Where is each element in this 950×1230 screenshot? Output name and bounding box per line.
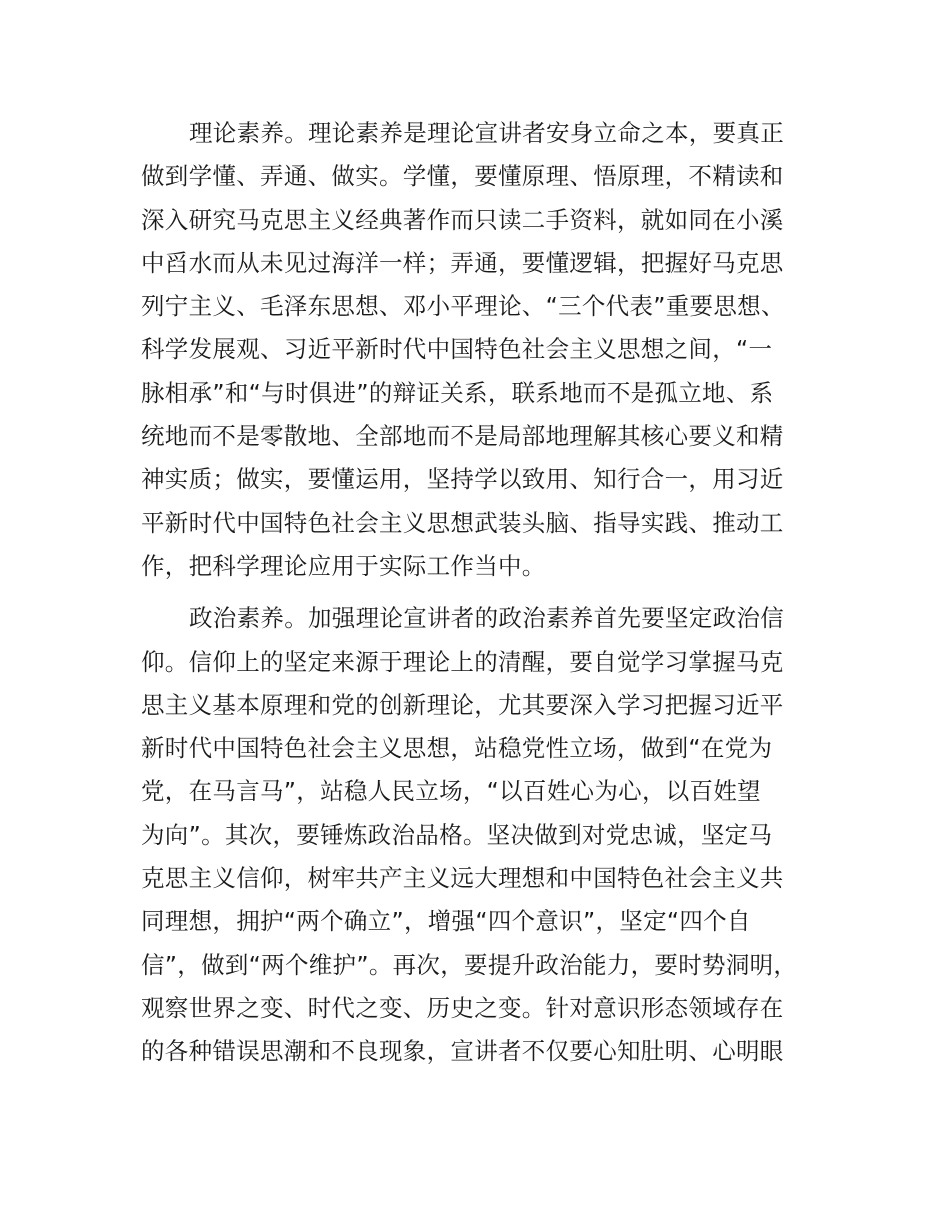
text-line: 为向”。其次，要锤炼政治品格。坚决做到对党忠诚，坚定马 — [141, 820, 773, 849]
text-line: 克思主义信仰，树牢共产主义远大理想和中国特色社会主义共 — [141, 864, 784, 893]
text-line: 政治素养。加强理论宣讲者的政治素养首先要坚定政治信 — [189, 604, 784, 633]
text-line: 理论素养。理论素养是理论宣讲者安身立命之本，要真正 — [189, 119, 784, 147]
document-body — [141, 112, 831, 1074]
paragraph-politics — [141, 597, 831, 1073]
text-line: 神实质；做实，要懂运用，坚持学以致用、知行合一，用习近 — [141, 465, 784, 494]
text-line: 仰。信仰上的坚定来源于理论上的清醒，要自觉学习掌握马克 — [141, 647, 784, 676]
text-line: 做到学懂、弄通、做实。学懂，要懂原理、悟原理，不精读和 — [141, 162, 784, 191]
text-line: 作，把科学理论应用于实际工作当中。 — [141, 551, 546, 580]
text-line: 脉相承”和“与时俱进”的辩证关系，联系地而不是孤立地、系 — [141, 378, 774, 407]
text-line: 的各种错误思潮和不良现象，宣讲者不仅要心知肚明、心明眼 — [141, 1037, 784, 1066]
paragraph-theory — [141, 112, 831, 588]
text-line: 党，在马言马”，站稳人民立场，“以百姓心为心，以百姓望 — [141, 777, 761, 806]
text-line: 观察世界之变、时代之变、历史之变。针对意识形态领域存在 — [141, 993, 784, 1022]
text-line: 平新时代中国特色社会主义思想武装头脑、指导实践、推动工 — [141, 508, 784, 537]
text-line: 信”，做到“两个维护”。再次，要提升政治能力，要时势洞明， — [141, 950, 798, 979]
text-line: 思主义基本原理和党的创新理论，尤其要深入学习把握习近平 — [141, 690, 784, 719]
text-line: 深入研究马克思主义经典著作而只读二手资料，就如同在小溪 — [141, 205, 784, 234]
text-line: 同理想，拥护“两个确立”，增强“四个意识”，坚定“四个自 — [141, 907, 751, 936]
text-line: 统地而不是零散地、全部地而不是局部地理解其核心要义和精 — [141, 422, 784, 451]
text-line: 中舀水而从未见过海洋一样；弄通，要懂逻辑，把握好马克思 — [141, 248, 784, 277]
text-line: 新时代中国特色社会主义思想，站稳党性立场，做到“在党为 — [141, 734, 773, 763]
text-line: 科学发展观、习近平新时代中国特色社会主义思想之间，“一 — [141, 335, 773, 364]
text-line: 列宁主义、毛泽东思想、邓小平理论、“三个代表”重要思想、 — [141, 292, 785, 321]
